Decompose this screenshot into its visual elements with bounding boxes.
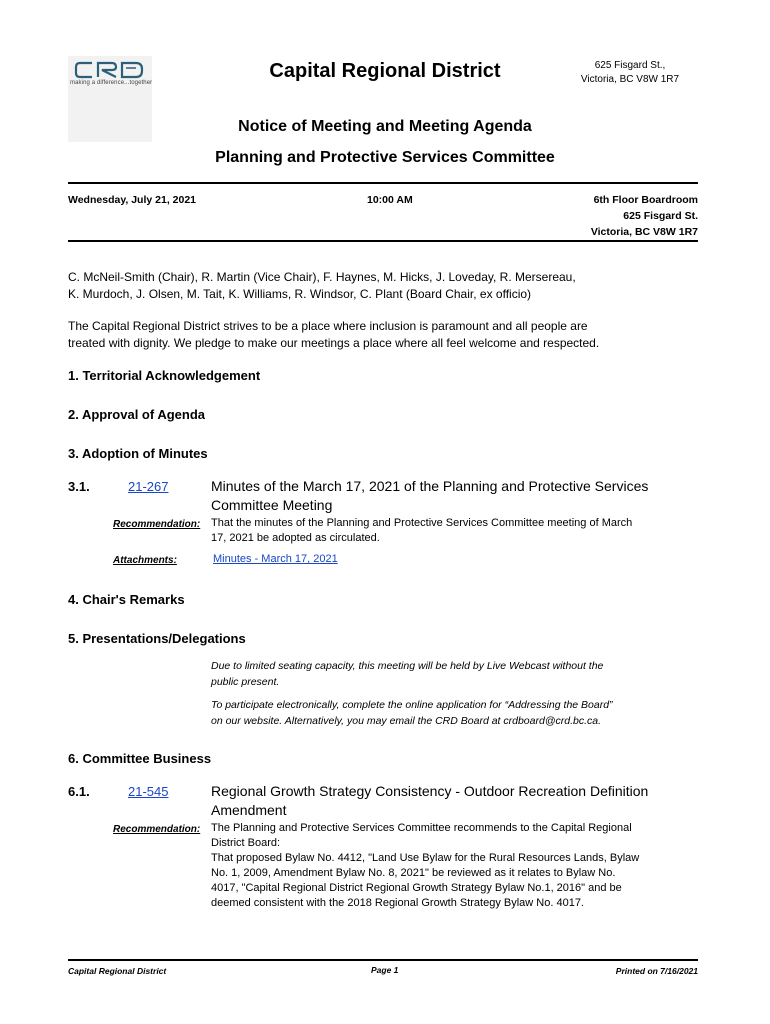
address-line-1: 625 Fisgard St., [594, 60, 666, 71]
section-committee-business: 6. Committee Business [68, 751, 212, 766]
recommendation-6-1-line-6: deemed consistent with the 2018 Regional Growth Strategy Bylaw No. 4017. [211, 897, 584, 909]
statement-line-2: treated with dignity. We pledge to make our meetings a place where all feel welcome and respected. [68, 336, 600, 350]
recommendation-3-1 [211, 516, 661, 546]
item-title-3-1-line-2: Committee Meeting [211, 497, 333, 513]
address-line-2: Victoria, BC V8W 1R7 [580, 74, 680, 85]
recommendation-6-1-line-1: The Planning and Protective Services Committee recommends to the Capital Regional [211, 822, 632, 834]
recommendation-6-1-line-2: District Board: [211, 837, 281, 849]
committee-members [68, 269, 708, 303]
notice-title: Notice of Meeting and Meeting Agenda [238, 118, 532, 135]
footer-divider [68, 959, 698, 961]
recommendation-3-1-line-2: 17, 2021 be adopted as circulated. [211, 532, 380, 544]
attachments-label-3-1: Attachments: [113, 555, 177, 566]
meeting-time: 10:00 AM [367, 194, 413, 206]
logo-tagline: making a difference...together [70, 80, 153, 86]
committee-name: Planning and Protective Services Committee [215, 149, 555, 166]
item-number-6-1: 6.1. [68, 784, 90, 799]
item-title-6-1 [211, 782, 681, 820]
footer-page-number: Page 1 [371, 965, 399, 975]
recommendation-label-3-1: Recommendation: [113, 519, 201, 530]
delegation-note-line-3: To participate electronically, complete the online application for “Addressing the Board” [211, 699, 613, 711]
members-line-2: K. Murdoch, J. Olsen, M. Tait, K. Williams, R. Windsor, C. Plant (Board Chair, ex officio) [68, 287, 532, 301]
item-title-3-1 [211, 477, 681, 515]
inclusion-statement [68, 318, 708, 352]
header-address [560, 59, 700, 87]
recommendation-6-1 [211, 821, 661, 911]
statement-line-1: The Capital Regional District strives to be a place where inclusion is paramount and all people are [68, 319, 588, 333]
file-link-21-267[interactable]: 21-267 [128, 479, 169, 494]
location-line-3: Victoria, BC V8W 1R7 [590, 226, 698, 238]
recommendation-label-6-1: Recommendation: [113, 824, 201, 835]
section-presentations-delegations: 5. Presentations/Delegations [68, 631, 246, 646]
recommendation-3-1-line-1: That the minutes of the Planning and Protective Services Committee meeting of March [211, 517, 633, 529]
location-line-2: 625 Fisgard St. [623, 210, 698, 222]
delegation-note-line-1: Due to limited seating capacity, this meeting will be held by Live Webcast without the [211, 660, 604, 672]
meeting-location [591, 192, 698, 240]
recommendation-6-1-line-3: That proposed Bylaw No. 4412, "Land Use Bylaw for the Rural Resources Lands, Bylaw [211, 852, 640, 864]
item-title-6-1-line-1: Regional Growth Strategy Consistency - Outdoor Recreation Definition [211, 783, 649, 799]
section-chairs-remarks: 4. Chair's Remarks [68, 592, 185, 607]
location-line-1: 6th Floor Boardroom [593, 194, 698, 206]
organization-name: Capital Regional District [269, 60, 501, 82]
divider-top [68, 182, 698, 184]
footer-printed-date: Printed on 7/16/2021 [615, 966, 698, 976]
crd-logo-mark [74, 60, 150, 80]
delegation-note [211, 658, 661, 729]
attachment-link-minutes[interactable]: Minutes - March 17, 2021 [213, 553, 338, 565]
recommendation-6-1-line-5: 4017, "Capital Regional District Regional Growth Strategy Bylaw No.1, 2016" and be [211, 882, 622, 894]
item-title-3-1-line-1: Minutes of the March 17, 2021 of the Planning and Protective Services [211, 478, 649, 494]
item-number-3-1: 3.1. [68, 479, 90, 494]
file-link-21-545[interactable]: 21-545 [128, 784, 169, 799]
meeting-date: Wednesday, July 21, 2021 [68, 194, 197, 206]
recommendation-6-1-line-4: No. 1, 2009, Amendment Bylaw No. 8, 2021" be reviewed as it relates to Bylaw No. [211, 867, 616, 879]
section-approval-of-agenda: 2. Approval of Agenda [68, 407, 205, 422]
divider-bottom [68, 240, 698, 242]
footer-organization: Capital Regional District [68, 966, 167, 976]
section-adoption-of-minutes: 3. Adoption of Minutes [68, 446, 208, 461]
members-line-1: C. McNeil-Smith (Chair), R. Martin (Vice Chair), F. Haynes, M. Hicks, J. Loveday, R. Mersereau, [68, 270, 576, 284]
item-title-6-1-line-2: Amendment [211, 802, 287, 818]
delegation-note-line-2: public present. [211, 676, 280, 688]
delegation-note-line-4: on our website. Alternatively, you may email the CRD Board at crdboard@crd.bc.ca. [211, 715, 601, 727]
section-territorial-acknowledgement: 1. Territorial Acknowledgement [68, 368, 261, 383]
